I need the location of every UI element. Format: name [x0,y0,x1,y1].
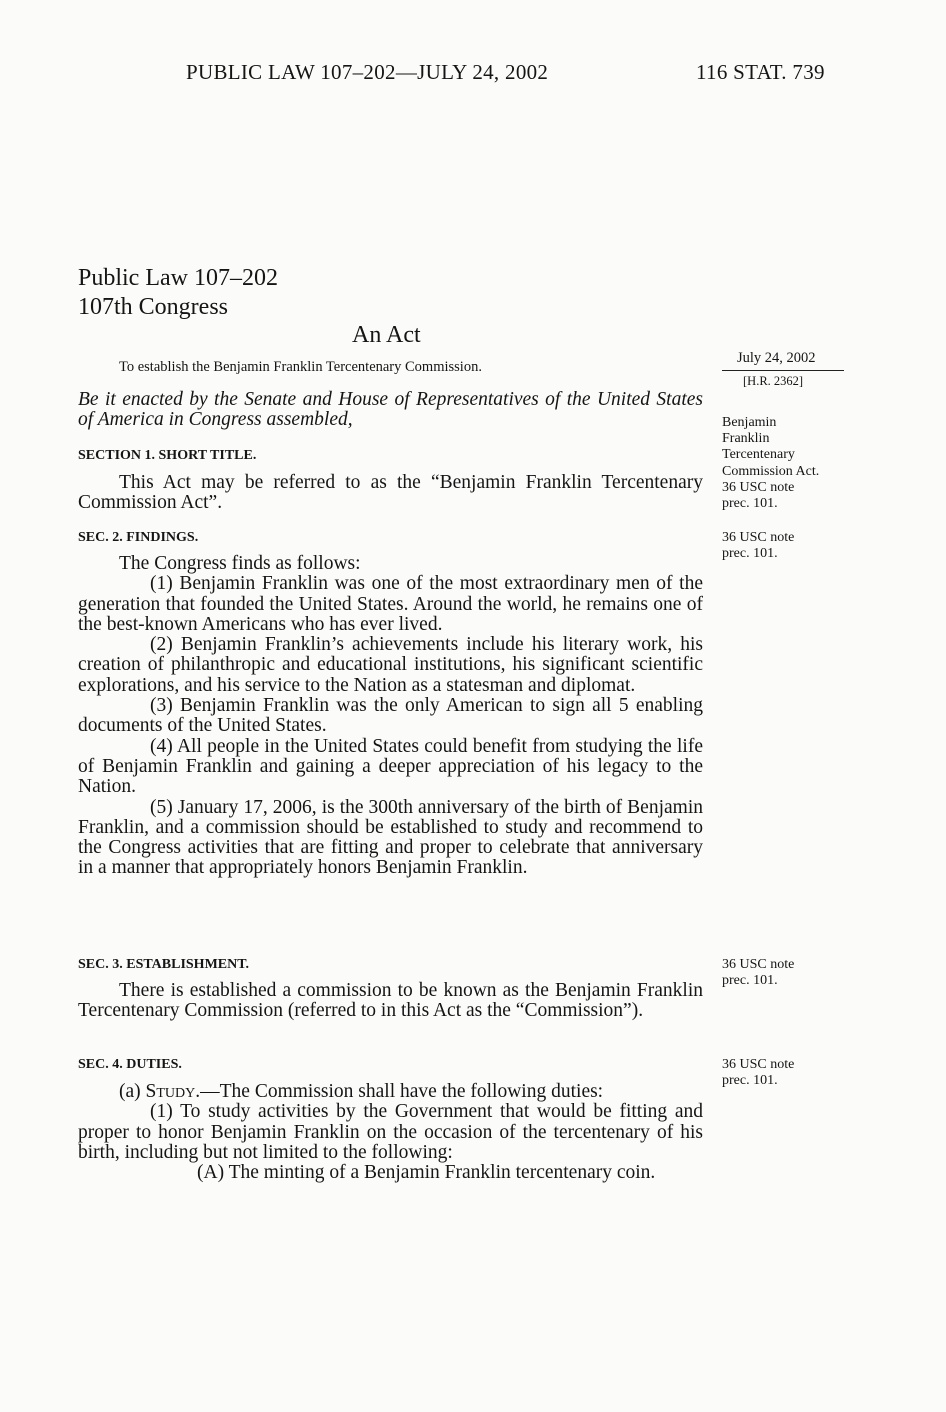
margin-note-line: 36 USC note [722,1057,795,1072]
section-4-body [78,1082,703,1183]
duty-item: (1) To study activities by the Government that would be fitting and proper to honor Benjamin Franklin on the occasion of the tercentenary of his birth, including but not limited to the following: [78,1101,703,1163]
subsection-caption: Study [145,1081,196,1102]
section-1-body: This Act may be referred to as the “Benjamin Franklin Tercentenary Commission Act”. [78,472,703,514]
enacting-clause: Be it enacted by the Senate and House of Representatives of the United States of America in Congress assembled, [78,389,703,431]
duty-subitem: (A) The minting of a Benjamin Franklin tercentenary coin. [197,1162,656,1184]
margin-note-line: 36 USC note [722,530,795,545]
subsection-text: .—The Commission shall have the following duties: [195,1081,604,1102]
margin-note-line: Franklin [722,431,770,447]
margin-note-line: Tercentenary [722,447,795,463]
running-head: PUBLIC LAW 107–202—JULY 24, 2002 [186,60,549,84]
margin-usc-note-sec3 [722,957,847,989]
margin-short-title-note [722,415,847,512]
findings-intro: The Congress finds as follows: [119,553,361,574]
section-1-text [78,473,703,514]
margin-note-line: prec. 101. [722,973,778,989]
section-3-heading: SEC. 3. ESTABLISHMENT. [78,957,250,972]
section-2-body [78,554,703,879]
section-2-heading: SEC. 2. FINDINGS. [78,530,199,545]
finding-item: (3) Benjamin Franklin was the only American to sign all 5 enabling documents of the United States. [78,695,703,737]
margin-note-line: prec. 101. [722,546,778,562]
margin-usc-note-sec2 [722,530,847,562]
finding-item: (4) All people in the United States could benefit from studying the life of Benjamin Franklin and gaining a deeper appreciation of his legacy to the Nation. [78,735,703,798]
subsection-a [78,1082,703,1102]
margin-date: July 24, 2002 [737,350,816,366]
page-reference: 116 STAT. 739 [696,60,825,84]
subsection-label: (a) [119,1081,146,1102]
congress-number: 107th Congress [78,294,228,320]
law-number: Public Law 107–202 [78,265,278,291]
section-3-text: There is established a commission to be known as the Benjamin Franklin Tercentenary Commission (referred to in this Act as the “Commission”). [78,980,703,1022]
margin-note-line: Benjamin [722,415,777,430]
margin-bill-number: [H.R. 2362] [743,374,804,388]
section-4-heading: SEC. 4. DUTIES. [78,1057,182,1072]
margin-rule [722,370,844,371]
margin-note-line: prec. 101. [722,496,778,512]
finding-item: (5) January 17, 2006, is the 300th anniversary of the birth of Benjamin Franklin, and a commission should be established to study and recommend to the Congress activities that are fitting and proper to celebrate that anniversary in a manner that appropriately honors Benjamin Franklin. [78,796,703,879]
margin-note-line: prec. 101. [722,1073,778,1089]
finding-item: (1) Benjamin Franklin was one of the most extraordinary men of the generation that founded the United States. Around the world, he remains one of the best-known Americans who has ever lived. [78,573,703,635]
margin-note-line: 36 USC note [722,957,795,972]
margin-note-line: Commission Act. [722,463,820,479]
act-heading: An Act [352,322,421,348]
margin-note-line: 36 USC note [722,479,795,495]
act-purpose: To establish the Benjamin Franklin Tercentenary Commission. [119,359,482,375]
margin-usc-note-sec4 [722,1057,847,1089]
section-1-heading: SECTION 1. SHORT TITLE. [78,448,257,463]
section-3-body [78,981,703,1022]
finding-item: (2) Benjamin Franklin’s achievements include his literary work, his creation of philanthropic and educational institutions, his significant scientific explorations, and his service to the Nation as a statesman and diplomat. [78,634,703,696]
